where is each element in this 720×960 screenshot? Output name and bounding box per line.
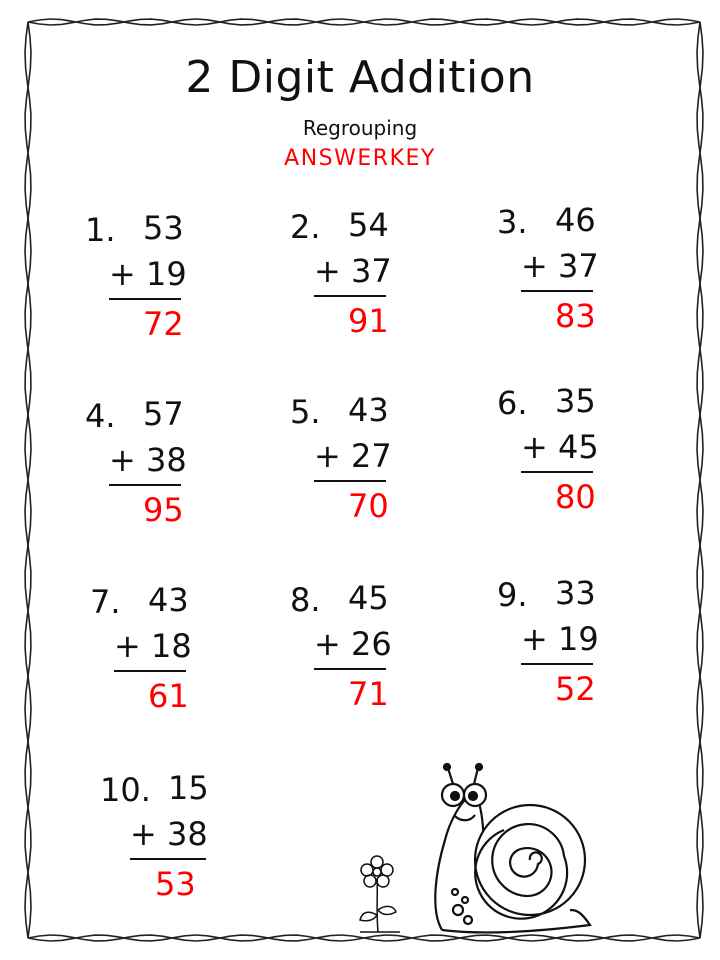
problem-number: 7. (90, 583, 121, 621)
problem-number: 9. (497, 576, 528, 614)
answer: 61 (148, 677, 189, 715)
sum-line (314, 295, 386, 297)
sum-line (314, 480, 386, 482)
problem-10 (100, 770, 250, 910)
first-addend: 43 (148, 581, 189, 619)
second-addend: + 26 (314, 625, 392, 663)
second-addend: + 19 (109, 255, 187, 293)
first-addend: 46 (555, 201, 596, 239)
first-addend: 15 (168, 769, 209, 807)
answer: 80 (555, 478, 596, 516)
second-addend: + 27 (314, 437, 392, 475)
problem-number: 10. (100, 771, 151, 809)
page-subtitle: Regrouping (302, 116, 418, 140)
first-addend: 57 (143, 395, 184, 433)
first-addend: 33 (555, 574, 596, 612)
problem-1 (85, 210, 235, 350)
sum-line (521, 471, 593, 473)
sum-line (314, 668, 386, 670)
problem-number: 4. (85, 397, 116, 435)
second-addend: + 38 (109, 441, 187, 479)
answer: 52 (555, 670, 596, 708)
sum-line (521, 663, 593, 665)
second-addend: + 37 (521, 247, 599, 285)
answer: 53 (155, 865, 196, 903)
problem-number: 3. (497, 203, 528, 241)
sum-line (109, 298, 181, 300)
answer: 83 (555, 297, 596, 335)
page-title: 2 Digit Addition (185, 52, 535, 103)
first-addend: 54 (348, 206, 389, 244)
answer: 71 (348, 675, 389, 713)
problem-9 (497, 575, 647, 715)
second-addend: + 19 (521, 620, 599, 658)
second-addend: + 37 (314, 252, 392, 290)
first-addend: 35 (555, 382, 596, 420)
sum-line (521, 290, 593, 292)
second-addend: + 45 (521, 428, 599, 466)
answer: 91 (348, 302, 389, 340)
problem-number: 1. (85, 211, 116, 249)
problem-number: 2. (290, 208, 321, 246)
problem-6 (497, 383, 647, 523)
problem-number: 8. (290, 581, 321, 619)
problem-8 (290, 580, 440, 720)
sum-line (130, 858, 206, 860)
sum-line (114, 670, 186, 672)
first-addend: 53 (143, 209, 184, 247)
answer-key-label: ANSWERKEY (284, 146, 436, 171)
answer: 70 (348, 487, 389, 525)
second-addend: + 18 (114, 627, 192, 665)
problem-3 (497, 202, 647, 342)
answer: 95 (143, 491, 184, 529)
problem-2 (290, 207, 440, 347)
problem-5 (290, 392, 440, 532)
snail-icon (435, 764, 590, 933)
problem-7 (90, 582, 240, 722)
sum-line (109, 484, 181, 486)
first-addend: 45 (348, 579, 389, 617)
flower-icon (360, 856, 400, 932)
snail-and-flower-illustration (350, 760, 610, 940)
problem-number: 6. (497, 384, 528, 422)
answer: 72 (143, 305, 184, 343)
first-addend: 43 (348, 391, 389, 429)
problem-4 (85, 396, 235, 536)
second-addend: + 38 (130, 815, 208, 853)
problem-number: 5. (290, 393, 321, 431)
